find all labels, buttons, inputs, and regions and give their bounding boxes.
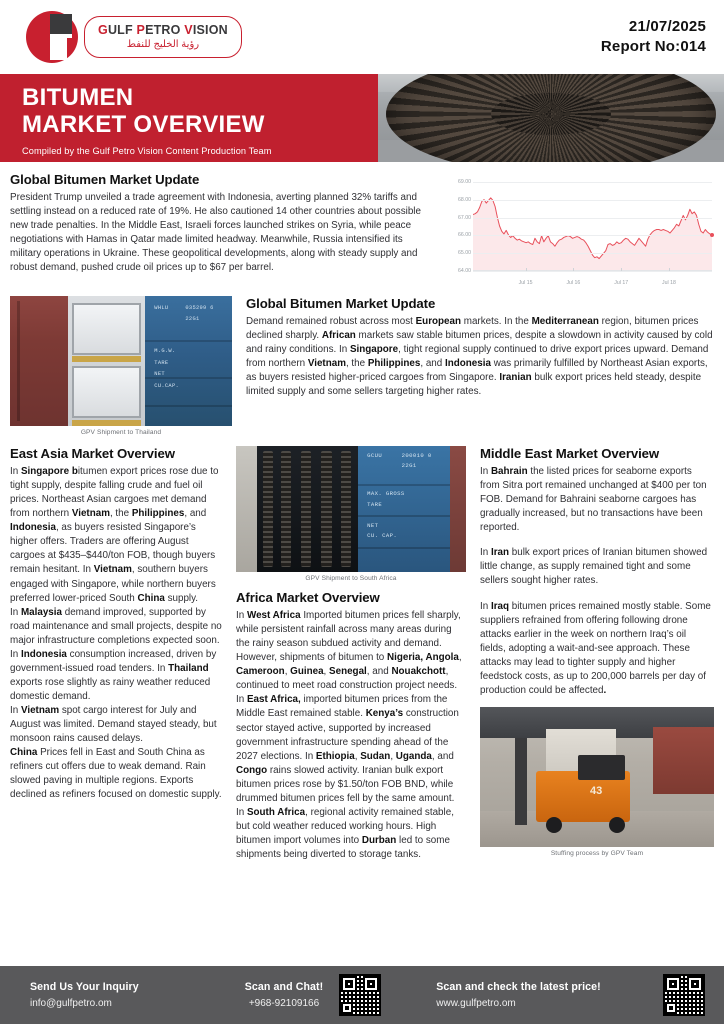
section-heading-global-1: Global Bitumen Market Update: [10, 172, 200, 187]
photo-block-thailand: [10, 296, 232, 436]
section-body-middle-east-bahrain: In Bahrain the listed prices for seaborne exports from Sitra port remained unchanged at $400 per ton FOB. Demand for Bahraini seaborne cargoes has gradually increased, but no transactions have been reported.: [480, 466, 707, 534]
section-body-middle-east-iraq: In Iraq bitumen prices remained mostly stable. Some suppliers refrained from offering following drone attacks earlier in the week on northern Iraq’s oil fields, adopting a wait-and-see approach. These attacks may lead to tighter supply and higher feedstock costs, as up to 200,000 barrels per day of production could be affected.: [480, 600, 711, 696]
qr-code-price[interactable]: [647, 974, 705, 1016]
chart-ytick-label: 66.00: [458, 232, 471, 239]
row-photo-and-global-update-2: [10, 296, 714, 436]
chart-gridline: [473, 200, 712, 201]
section-body-east-asia: In Singapore bitumen export prices rose due to tight supply, despite falling crude and fuel oil prices. Northeast Asian cargoes met demand from northern Vietnam, the Philippines, and Indonesia, as buyers resisted Singapore’s higher offers. Traders are offering August cargoes at $435–$440/ton FOB, though buyers remain hesitant. In Vietnam, southern buyers engaged with Singapore, while northern buyers preferred lower-priced South China supply. In Malaysia demand improved, supported by road maintenance and small projects, despite no major infrastructure completions expected soon. In Indonesia consumption increased, driven by government-issued road tenders. In Thailand exports rose slightly as rainy weather reduced domestic demand. In Vietnam spot cargo interest for July and August was limited. Demand stayed steady, but monsoon rains caused delays. China Prices fell in East and South China as refiners cut offers due to weak demand. Rain slowed paving in multiple regions. Exports declined as refiners focused on domestic supply.: [10, 466, 222, 801]
section-body-global-1: President Trump unveiled a trade agreement with Indonesia, averting planned 32% tariffs and settling instead on a reduced rate of 19%. He also cautioned 14 other countries about possible new trade penalties. In the Middle East, Israeli forces launched strikes on Syria, while peace negotiations with Hamas in Qatar made limited headway. Meanwhile, Russia intensified its military operations in Ukraine. These geopolitical developments, along with steady supply and robust demand, pushed crude oil prices up to $67 per barrel.: [10, 192, 421, 274]
section-heading-east-asia: East Asia Market Overview: [10, 446, 175, 461]
chart-ytick-label: 69.00: [458, 179, 471, 185]
banner-photo-drum-yard: [378, 74, 724, 162]
photo-forklift-stuffing: [480, 707, 714, 847]
chart-last-point-marker: [710, 233, 714, 237]
photo-mark-drum-cucap: CU. CAP.: [367, 531, 398, 539]
row-three-regional-columns: [10, 446, 714, 862]
photo-drum-container-shipment: [236, 446, 466, 572]
section-east-asia: [10, 446, 222, 803]
chart-gridline: [473, 218, 712, 219]
footer-inquiry-email[interactable]: info@gulfpetro.om: [30, 998, 112, 1009]
footer-chat: [245, 981, 324, 1009]
chart-gridline: [473, 271, 712, 272]
crude-price-chart: [446, 176, 714, 288]
photo-mark-ibc-type: 22G1: [185, 315, 200, 322]
section-body-global-2: Demand remained robust across most European markets. In the Mediterranean region, bitumen prices declined sharply. African markets saw stable bitumen prices, despite a slowdown in activity caused by cold and rainy conditions. In Singapore, tight regional supply continued to drive export prices upward. Demand from northern Vietnam, the Philippines, and Indonesia was primarily fulfilled by Northeast Asian exports, as buyers resisted higher-priced cargoes from Singapore. Iranian bulk export prices held steady, despite limited supply and some sellers targeting higher rates.: [246, 316, 713, 398]
chart-ytick-label: 64.00: [458, 268, 471, 274]
footer-chat-phone[interactable]: +968-92109166: [248, 998, 320, 1009]
section-body-middle-east-iran: In Iran bulk export prices of Iranian bitumen showed little change, as supply remained tight and some sellers sought higher rates.: [480, 547, 708, 587]
photo-mark-drum-num: 200010 0: [401, 452, 432, 460]
section-body-africa: In West Africa Imported bitumen prices fell sharply, while persistent rainfall across many areas during the rainy season subdued activity and demand. However, shipments of bitumen to Nigeria, Angola, Cameroon, Guinea, Senegal, and Nouakchott, continued to meet road construction project needs. In East Africa, imported bitumen prices from the Middle East remained stable. Kenya’s construction sector stayed active, supported by increased government infrastructure spending ahead of the 2027 elections. In Ethiopia, Sudan, Uganda, and Congo rains slowed activity. Iranian bulk export bitumen prices rose by $1.50/ton FOB BND, while drummed bitumen prices fell by the same amount. In South Africa, regional activity remained stable, but cold weather reduced working hours. High bitumen import volumes into Durban led to some shipments being diverted to storage tanks.: [236, 610, 462, 861]
section-global-bitumen-update-1: [10, 172, 432, 275]
photo-mark-ibc-net: NET: [154, 371, 165, 378]
row-global-update-and-chart: [10, 172, 714, 288]
photo-mark-ibc-cucap: CU.CAP.: [154, 383, 180, 390]
caption-south-africa: GPV Shipment to South Africa: [305, 575, 397, 582]
photo-mark-drum-net: NET: [367, 521, 379, 529]
chart-ytick-label: 68.00: [458, 196, 471, 203]
logo-wordmark: [84, 16, 242, 59]
chart-xtick-label: Jul 16: [566, 280, 581, 286]
banner-subtitle: Compiled by the Gulf Petro Vision Content Production Team: [22, 145, 272, 156]
banner-text-block: [0, 74, 378, 162]
banner-title-line1: BITUMEN: [22, 84, 134, 111]
title-banner: [0, 74, 724, 162]
caption-stuffing: Stuffing process by GPV Team: [550, 849, 644, 857]
chart-xtick-label: Jul 18: [662, 280, 676, 286]
document-header: [0, 0, 724, 74]
chart-xtick: [573, 268, 574, 271]
footer-price-title: Scan and check the latest price!: [436, 981, 601, 993]
photo-mark-drum-tare: TARE: [367, 501, 383, 509]
chart-xtick: [526, 268, 527, 271]
banner-title-line2: MARKET OVERVIEW: [22, 110, 265, 138]
report-date: 21/07/2025: [628, 17, 706, 35]
chart-xtick-label: Jul 17: [614, 280, 629, 286]
document-footer: [0, 966, 724, 1024]
photo-mark-drum-maxgross: MAX. GROSS: [367, 490, 405, 498]
photo-mark-ibc-tare: TARE: [154, 359, 169, 366]
logo-name-ar: رؤية الخليج للنفط: [126, 38, 200, 50]
section-heading-middle-east: Middle East Market Overview: [480, 446, 660, 461]
section-heading-global-2: Global Bitumen Market Update: [246, 296, 436, 311]
logo-name-en: GULF PETRO VISION: [98, 22, 228, 37]
chart-ytick-label: 65.00: [458, 250, 471, 257]
section-heading-africa: Africa Market Overview: [236, 590, 380, 605]
photo-mark-ibc-code: WHLU: [154, 305, 169, 312]
report-meta: [601, 17, 706, 58]
photo-ibc-container-shipment: [10, 296, 232, 426]
chart-xtick: [669, 268, 670, 271]
footer-inquiry: [30, 981, 139, 1009]
photo-mark-drum-code: GCUU: [367, 452, 383, 460]
footer-inquiry-title: Send Us Your Inquiry: [30, 981, 139, 993]
chart-line-path: [473, 182, 712, 270]
chart-gridline: [473, 182, 712, 183]
column-middle-east: [480, 446, 714, 857]
footer-price-website[interactable]: www.gulfpetro.om: [436, 998, 516, 1009]
footer-price: [436, 981, 601, 1009]
crude-price-chart-container: [446, 172, 714, 288]
qr-code-chat[interactable]: [323, 974, 381, 1016]
photo-mark-ibc-mgw: M.G.W.: [154, 348, 176, 354]
section-global-bitumen-update-2: [246, 296, 714, 399]
brand-logo: [26, 11, 242, 63]
report-number: Report No:014: [600, 38, 706, 55]
chart-xtick: [621, 268, 622, 271]
chart-ytick-label: 67.00: [458, 214, 471, 221]
chart-xtick-label: Jul 15: [518, 280, 533, 286]
column-africa: [236, 446, 466, 862]
photo-mark-drum-type: 22G1: [401, 462, 417, 470]
logo-emblem-icon: [26, 11, 78, 63]
chart-gridline: [473, 253, 712, 254]
caption-thailand: GPV Shipment to Thailand: [80, 429, 162, 436]
photo-mark-ibc-num: 035299 6: [185, 305, 214, 312]
chart-gridline: [473, 235, 712, 236]
footer-chat-title: Scan and Chat!: [244, 981, 324, 993]
photo-mark-fork-number: 43: [589, 785, 603, 798]
